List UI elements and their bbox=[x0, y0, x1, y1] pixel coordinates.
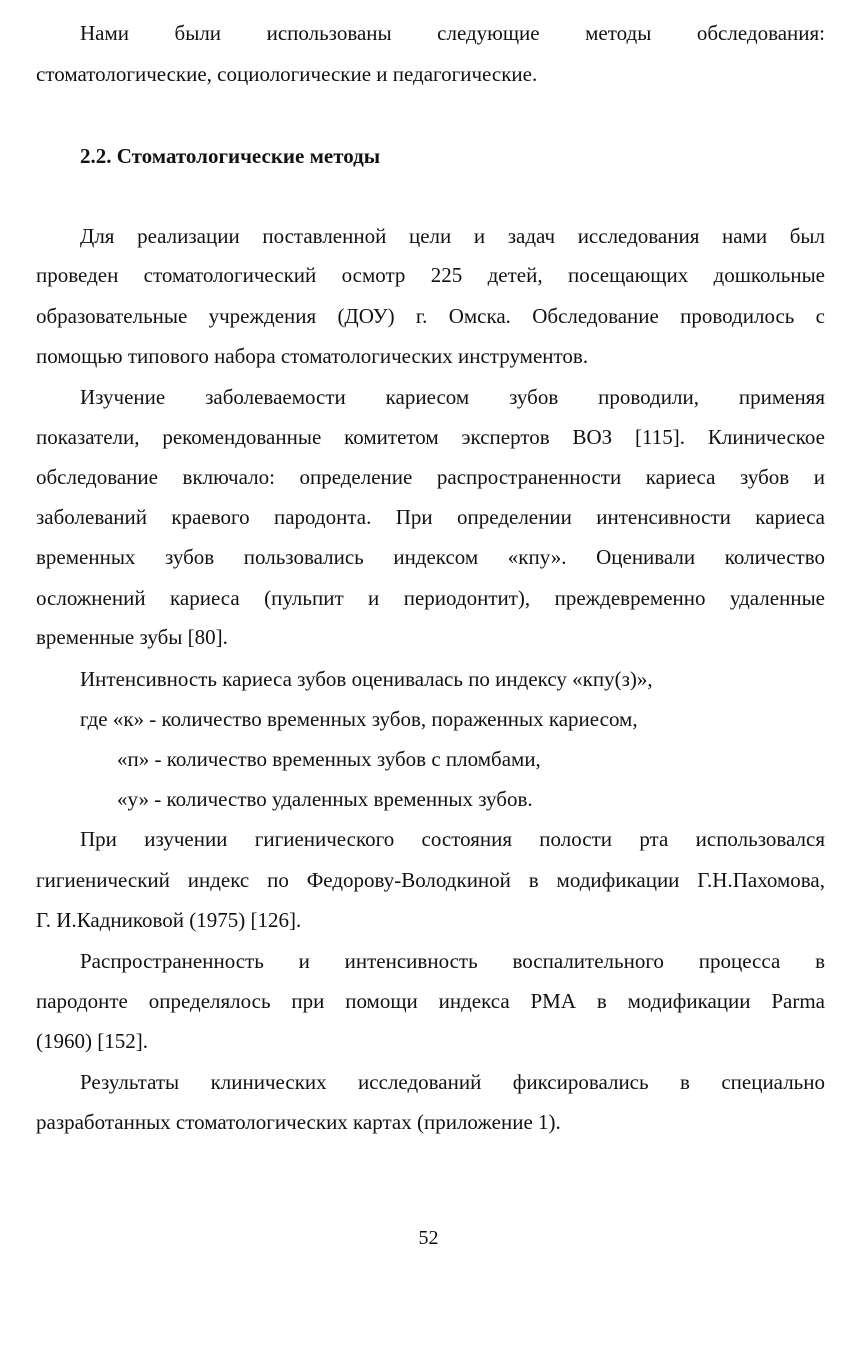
text-line: Распространенность и интенсивность воспалительного процесса в bbox=[80, 949, 825, 973]
text-line: Для реализации поставленной цели и задач исследования нами был bbox=[80, 224, 825, 248]
text-line: «у» - количество удаленных временных зубов. bbox=[117, 787, 533, 811]
text-line: разработанных стоматологических картах (приложение 1). bbox=[36, 1110, 561, 1134]
text-line: (1960) [152]. bbox=[36, 1029, 148, 1053]
text-line: гигиенический индекс по Федорову-Володкиной в модификации Г.Н.Пахомова, bbox=[36, 868, 825, 892]
text-line: При изучении гигиенического состояния полости рта использовался bbox=[80, 827, 825, 851]
text-line: пародонте определялось при помощи индекса РМА в модификации Parma bbox=[36, 989, 825, 1013]
text-line: где «к» - количество временных зубов, пораженных кариесом, bbox=[80, 707, 638, 731]
text-line: Нами были использованы следующие методы обследования: bbox=[80, 21, 825, 45]
page-number: 52 bbox=[418, 1227, 439, 1249]
text-line: временных зубов пользовались индексом «кпу». Оценивали количество bbox=[36, 545, 825, 569]
text-line: Г. И.Кадниковой (1975) [126]. bbox=[36, 908, 302, 932]
text-line: Интенсивность кариеса зубов оценивалась по индексу «кпу(з)», bbox=[80, 667, 653, 691]
text-line: помощью типового набора стоматологических инструментов. bbox=[36, 344, 589, 368]
section-heading: 2.2. Стоматологические методы bbox=[80, 144, 381, 168]
text-line: Результаты клинических исследований фиксировались в специально bbox=[80, 1070, 825, 1094]
text-line: временные зубы [80]. bbox=[36, 625, 228, 649]
text-line: осложнений кариеса (пульпит и периодонтит), преждевременно удаленные bbox=[36, 586, 825, 610]
text-line: стоматологические, социологические и педагогические. bbox=[36, 62, 538, 86]
text-line: заболеваний краевого пародонта. При определении интенсивности кариеса bbox=[36, 505, 825, 529]
text-line: Изучение заболеваемости кариесом зубов проводили, применяя bbox=[80, 385, 825, 409]
text-line: показатели, рекомендованные комитетом экспертов ВОЗ [115]. Клиническое bbox=[36, 425, 825, 449]
text-line: обследование включало: определение распространенности кариеса зубов и bbox=[36, 465, 825, 489]
text-line: образовательные учреждения (ДОУ) г. Омска. Обследование проводилось с bbox=[36, 304, 825, 328]
text-line: проведен стоматологический осмотр 225 детей, посещающих дошкольные bbox=[36, 263, 825, 287]
text-line: «п» - количество временных зубов с пломбами, bbox=[117, 747, 541, 771]
